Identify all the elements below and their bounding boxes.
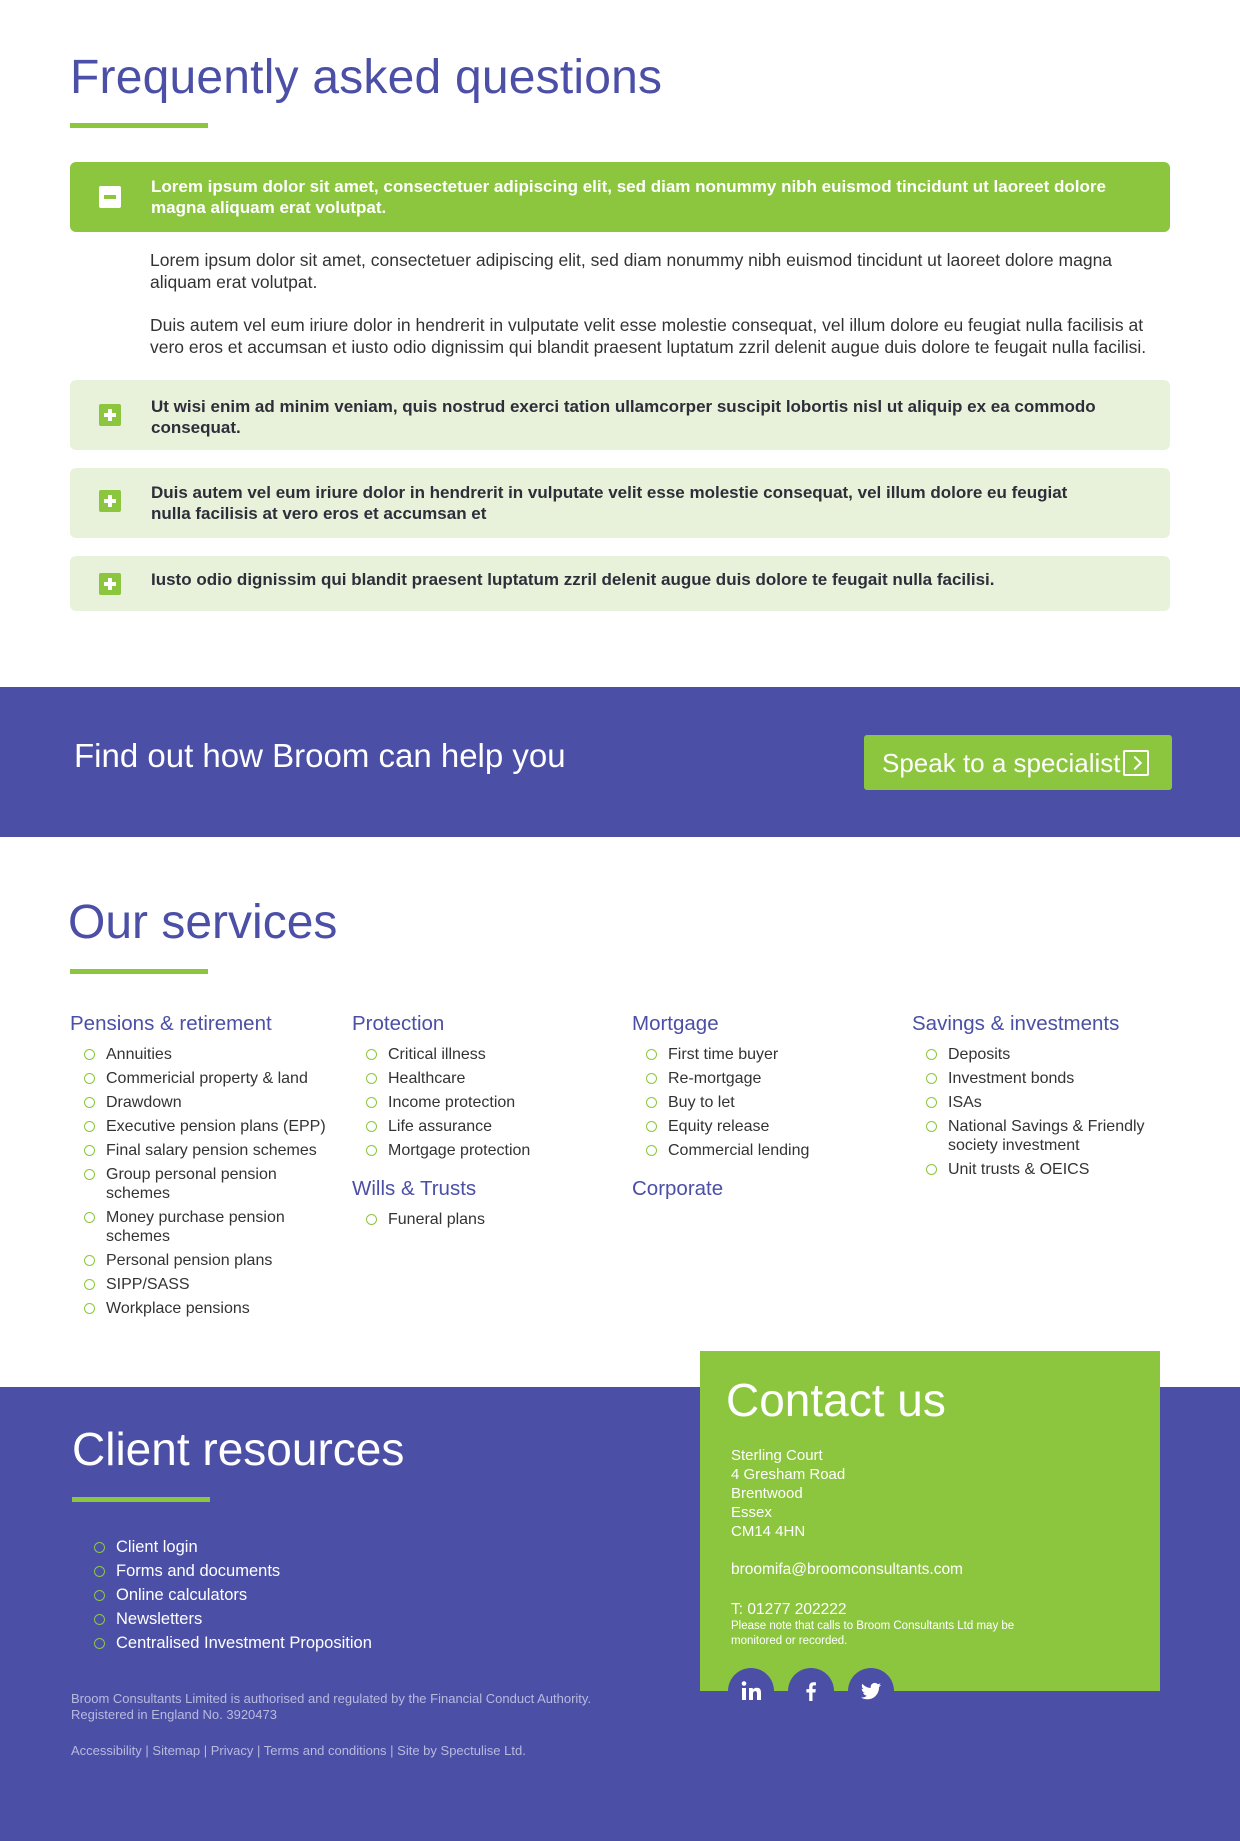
sitemap-link[interactable]: Sitemap — [152, 1743, 201, 1758]
plus-icon[interactable] — [99, 573, 121, 595]
faq-item-4[interactable] — [70, 556, 1170, 611]
faq-answer — [150, 249, 1170, 379]
services-list — [352, 1045, 622, 1160]
list-item[interactable]: Re-mortgage — [646, 1069, 902, 1088]
services-title: Our services — [68, 896, 338, 949]
arrow-right-box-icon — [1123, 750, 1149, 776]
forms-and-documents-link[interactable]: Forms and documents — [94, 1561, 372, 1581]
list-item[interactable]: Personal pension plans — [84, 1251, 340, 1270]
services-heading[interactable]: Protection — [352, 1012, 445, 1035]
accessibility-link[interactable]: Accessibility — [71, 1743, 142, 1758]
list-item[interactable]: Commercial lending — [646, 1141, 902, 1160]
address-line: 4 Gresham Road — [731, 1466, 846, 1483]
faq-answer-paragraph: Lorem ipsum dolor sit amet, consectetuer adipiscing elit, sed diam nonummy nibh euismod tincidunt ut laoreet dolore magna aliquam erat volutpat. — [150, 250, 1113, 292]
list-item[interactable]: Annuities — [84, 1045, 340, 1064]
contact-title: Contact us — [726, 1374, 946, 1426]
list-item[interactable]: Workplace pensions — [84, 1299, 340, 1318]
services-list — [632, 1045, 902, 1160]
list-item[interactable]: First time buyer — [646, 1045, 902, 1064]
contact-phone[interactable]: T: 01277 202222 — [731, 1601, 847, 1618]
list-item[interactable]: Mortgage protection — [366, 1141, 622, 1160]
faq-question[interactable]: Ut wisi enim ad minim veniam, quis nostrud exerci tation ullamcorper suscipit lobortis nisl ut aliquip ex ea commodo consequat. — [151, 397, 1096, 437]
centralised-investment-proposition-link[interactable]: Centralised Investment Proposition — [94, 1633, 372, 1653]
list-item[interactable]: Final salary pension schemes — [84, 1141, 340, 1160]
services-heading[interactable]: Wills & Trusts — [352, 1177, 477, 1200]
list-item[interactable]: Drawdown — [84, 1093, 340, 1112]
cta-text: Find out how Broom can help you — [74, 737, 566, 774]
link-separator: | — [200, 1743, 211, 1758]
list-item[interactable]: Buy to let — [646, 1093, 902, 1112]
address-line: Brentwood — [731, 1485, 803, 1502]
list-item[interactable]: Executive pension plans (EPP) — [84, 1117, 340, 1136]
speak-to-specialist-button[interactable] — [864, 735, 1172, 790]
list-item[interactable]: Income protection — [366, 1093, 622, 1112]
link-separator: | — [386, 1743, 398, 1758]
services-heading[interactable]: Pensions & retirement — [70, 1012, 272, 1035]
faq-item-3[interactable] — [70, 468, 1170, 538]
link-separator: | — [253, 1743, 264, 1758]
client-resources-title: Client resources — [72, 1423, 405, 1475]
list-item[interactable]: National Savings & Friendly society investment — [926, 1117, 1182, 1155]
services-heading[interactable]: Corporate — [632, 1177, 724, 1200]
contact-panel — [700, 1351, 1160, 1691]
contact-email-link[interactable]: broomifa@broomconsultants.com — [731, 1561, 963, 1578]
online-calculators-link[interactable]: Online calculators — [94, 1585, 372, 1605]
minus-icon[interactable] — [99, 186, 121, 208]
registration-number: Registered in England No. 3920473 — [71, 1707, 277, 1722]
address-line: Sterling Court — [731, 1447, 823, 1464]
footer-links — [71, 1743, 526, 1758]
plus-icon[interactable] — [99, 404, 121, 426]
client-login-link[interactable]: Client login — [94, 1537, 372, 1557]
cta-button-label: Speak to a specialist — [882, 748, 1121, 778]
privacy-link[interactable]: Privacy — [210, 1743, 254, 1758]
services-heading[interactable]: Mortgage — [632, 1012, 719, 1035]
twitter-icon[interactable] — [848, 1668, 894, 1714]
list-item[interactable]: Critical illness — [366, 1045, 622, 1064]
address-line: CM14 4HN — [731, 1523, 806, 1540]
contact-address — [731, 1446, 845, 1541]
cta-band — [0, 687, 1240, 837]
faq-item-1[interactable] — [70, 162, 1170, 232]
list-item[interactable]: Group personal pension schemes — [84, 1165, 340, 1203]
services-list — [70, 1045, 340, 1318]
list-item[interactable]: Life assurance — [366, 1117, 622, 1136]
faq-question[interactable]: Lorem ipsum dolor sit amet, consectetuer adipiscing elit, sed diam nonummy nibh euismod tincidunt ut laoreet dolore magna aliquam erat volutpat. — [151, 177, 1106, 217]
services-column — [70, 1010, 340, 1333]
call-recording-note: Please note that calls to Broom Consultants Ltd may be monitored or recorded. — [731, 1620, 1015, 1647]
client-resources-underline — [72, 1497, 210, 1502]
services-column — [912, 1010, 1182, 1194]
site-credit-link[interactable]: Site by Spectulise Ltd. — [397, 1743, 526, 1758]
faq-question[interactable]: Duis autem vel eum iriure dolor in hendrerit in vulputate velit esse molestie consequat, vel illum dolore eu feugiat nulla facilisis at vero eros et accumsan et — [151, 483, 1068, 523]
client-resources-list — [94, 1537, 372, 1657]
list-item[interactable]: Equity release — [646, 1117, 902, 1136]
faq-item-2[interactable] — [70, 380, 1170, 450]
services-list — [912, 1045, 1182, 1179]
list-item[interactable]: Deposits — [926, 1045, 1182, 1064]
list-item[interactable]: Investment bonds — [926, 1069, 1182, 1088]
services-heading[interactable]: Savings & investments — [912, 1012, 1120, 1035]
faq-title: Frequently asked questions — [70, 51, 663, 104]
link-separator: | — [141, 1743, 153, 1758]
regulation-statement: Broom Consultants Limited is authorised and regulated by the Financial Conduct Authority. — [71, 1691, 592, 1706]
list-item[interactable]: Commericial property & land — [84, 1069, 340, 1088]
list-item[interactable]: Healthcare — [366, 1069, 622, 1088]
legal-text — [71, 1691, 591, 1723]
services-title-underline — [70, 969, 208, 974]
plus-icon[interactable] — [99, 490, 121, 512]
linkedin-icon[interactable] — [728, 1668, 774, 1714]
services-column — [352, 1010, 622, 1244]
faq-question[interactable]: Iusto odio dignissim qui blandit praesent luptatum zzril delenit augue duis dolore te feugait nulla facilisi. — [151, 570, 995, 589]
services-column — [632, 1010, 902, 1210]
terms-link[interactable]: Terms and conditions — [263, 1743, 387, 1758]
faq-answer-paragraph: Duis autem vel eum iriure dolor in hendrerit in vulputate velit esse molestie consequat, vel illum dolore eu feugiat nulla facilisis at vero eros et accumsan et iusto odio dignissim qui blandit praesent luptatum zzril delenit augue duis dolore te feugait nulla facilisi. — [150, 315, 1147, 357]
list-item[interactable]: ISAs — [926, 1093, 1182, 1112]
address-line: Essex — [731, 1504, 772, 1521]
list-item[interactable]: Funeral plans — [366, 1210, 622, 1229]
newsletters-link[interactable]: Newsletters — [94, 1609, 372, 1629]
list-item[interactable]: Unit trusts & OEICS — [926, 1160, 1182, 1179]
services-list — [352, 1210, 622, 1229]
list-item[interactable]: SIPP/SASS — [84, 1275, 340, 1294]
list-item[interactable]: Money purchase pension schemes — [84, 1208, 340, 1246]
facebook-icon[interactable] — [788, 1668, 834, 1714]
faq-title-underline — [70, 123, 208, 128]
